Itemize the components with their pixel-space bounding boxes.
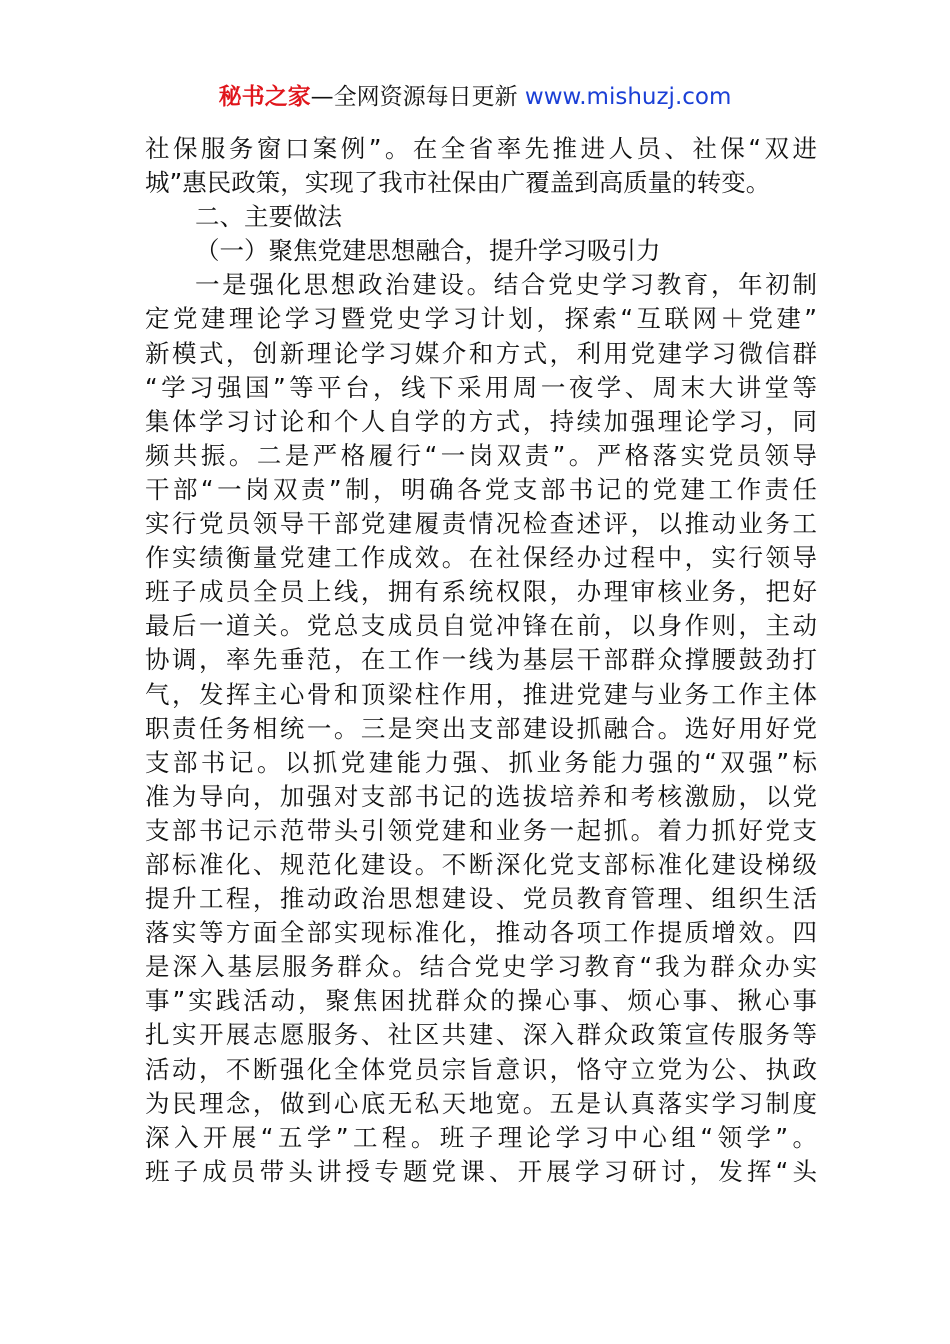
text-line: 气，发挥主心骨和顶梁柱作用，推进党建与业务工作主体 — [145, 679, 817, 709]
text-line: 支部书记示范带头引领党建和业务一起抓。着力抓好党支 — [145, 815, 817, 845]
header-slogan: —全网资源每日更新 — [310, 84, 525, 110]
header-url[interactable]: www.mishuzj.com — [524, 84, 732, 110]
text-line: 频共振。二是严格履行“一岗双责”。严格落实党员领导 — [145, 440, 817, 470]
text-line: 社保服务窗口案例”。在全省率先推进人员、社保“双进 — [145, 134, 817, 163]
text-line: 为民理念，做到心底无私天地宽。五是认真落实学习制度 — [145, 1088, 817, 1118]
text-line: 扎实开展志愿服务、社区共建、深入群众政策宣传服务等 — [145, 1020, 817, 1050]
text-line: 新模式，创新理论学习媒介和方式，利用党建学习微信群 — [145, 338, 817, 368]
text-line: 支部书记。以抓党建能力强、抓业务能力强的“双强”标 — [145, 747, 817, 777]
text-line: 城”惠民政策，实现了我市社保由广覆盖到高质量的转变。 — [145, 168, 771, 198]
text-line: 班子成员带头讲授专题党课、开展学习研讨，发挥“头 — [145, 1156, 817, 1186]
text-line: 实行党员领导干部党建履责情况检查述评，以推动业务工 — [145, 509, 817, 539]
text-line: 协调，率先垂范，在工作一线为基层干部群众撑腰鼓劲打 — [145, 645, 817, 675]
paragraph-start: 一是强化思想政治建设。结合党史学习教育，年初制 — [195, 270, 817, 300]
text-line: 事”实践活动，聚焦困扰群众的操心事、烦心事、揪心事 — [145, 986, 817, 1016]
text-line: 集体学习讨论和个人自学的方式，持续加强理论学习，同 — [145, 406, 817, 436]
text-line: 最后一道关。党总支成员自觉冲锋在前，以身作则，主动 — [145, 611, 817, 641]
text-line: 作实绩衡量党建工作成效。在社保经办过程中，实行领导 — [145, 543, 817, 573]
text-line: 是深入基层服务群众。结合党史学习教育“我为群众办实 — [145, 952, 817, 982]
text-line: 活动，不断强化全体党员宗旨意识，恪守立党为公、执政 — [145, 1054, 817, 1084]
text-line: 班子成员全员上线，拥有系统权限，办理审核业务，把好 — [145, 577, 817, 607]
text-line: 准为导向，加强对支部书记的选拔培养和考核激励，以党 — [145, 781, 817, 811]
section-heading: 二、主要做法 — [195, 202, 342, 232]
brand-name: 秘书之家 — [218, 84, 311, 110]
text-line: “学习强国”等平台，线下采用周一夜学、周末大讲堂等 — [145, 372, 817, 402]
text-line: 落实等方面全部实现标准化，推动各项工作提质增效。四 — [145, 918, 817, 948]
text-line: 深入开展“五学”工程。班子理论学习中心组“领学”。 — [145, 1122, 817, 1152]
text-line: 部标准化、规范化建设。不断深化党支部标准化建设梯级 — [145, 849, 817, 879]
document-body — [145, 132, 817, 1189]
text-line: 提升工程，推动政治思想建设、党员教育管理、组织生活 — [145, 884, 817, 914]
text-line: 定党建理论学习暨党史学习计划，探索“互联网＋党建” — [145, 304, 817, 334]
text-line: 干部“一岗双责”制，明确各党支部书记的党建工作责任 — [145, 474, 817, 504]
subsection-heading: （一）聚焦党建思想融合，提升学习吸引力 — [195, 236, 661, 266]
page-header — [0, 80, 950, 114]
text-line: 职责任务相统一。三是突出支部建设抓融合。选好用好党 — [145, 713, 817, 743]
